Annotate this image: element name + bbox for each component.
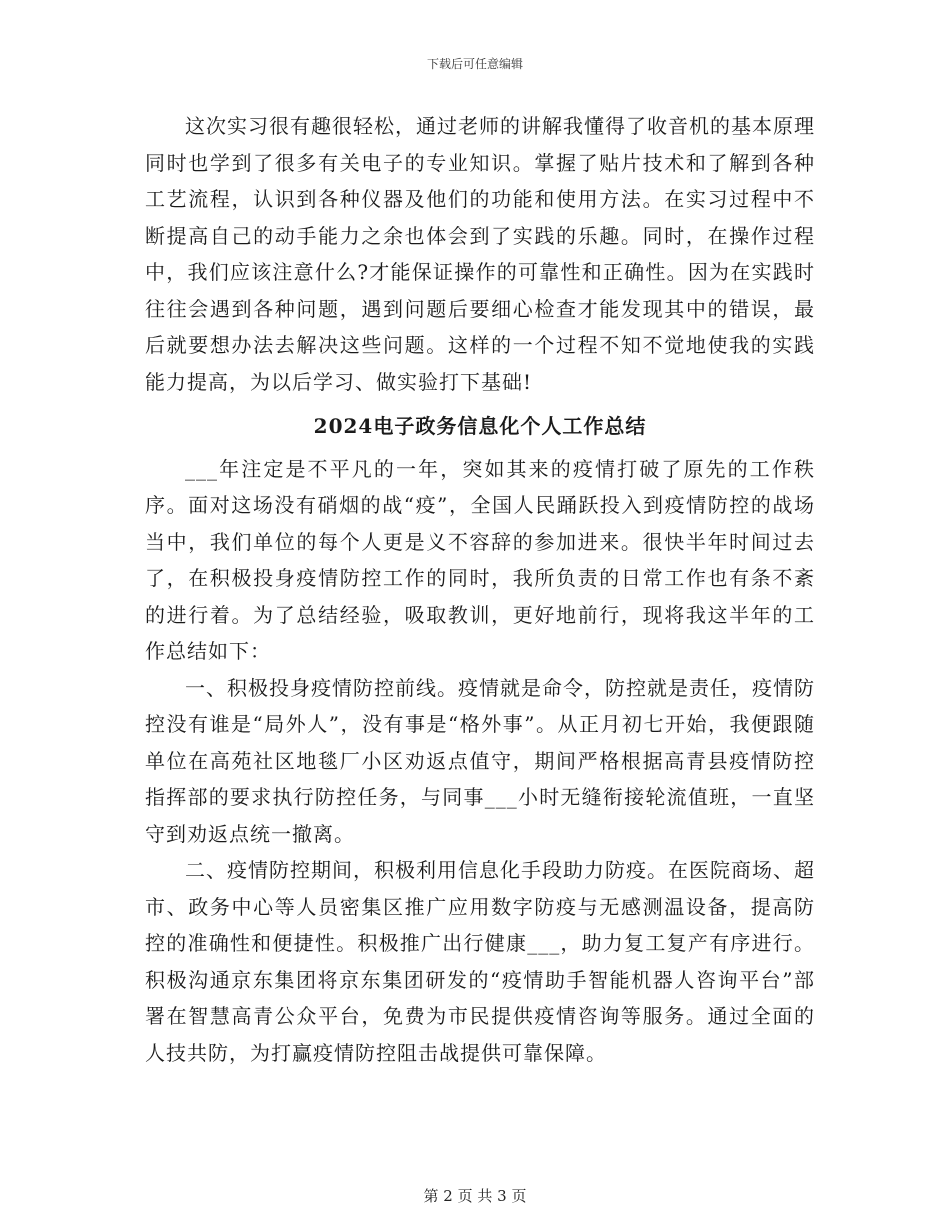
page-header: 下载后可任意编辑 (426, 57, 523, 71)
article-title: 2024电子政务信息化个人工作总结 (313, 414, 647, 438)
article-paragraph-2: 一、积极投身疫情防控前线。疫情就是命令，防控就是责任，疫情防控没有谁是“局外人”，没有事是“格外事”。从正月初七开始，我便跟随单位在高苑社区地毯厂小区劝返点值守，期间严格根据高青县疫情防控指挥部的要求执行防控任务，与同事___小时无缝衔接轮流值班，一直坚守到劝返点统一撤离。 (145, 675, 815, 846)
intro-paragraph: 这次实习很有趣很轻松，通过老师的讲解我懂得了收音机的基本原理同时也学到了很多有关电子的专业知识。掌握了贴片技术和了解到各种工艺流程，认识到各种仪器及他们的功能和使用方法。在实习过程中不断提高自己的动手能力之余也体会到了实践的乐趣。同时，在操作过程中，我们应该注意什么?才能保证操作的可靠性和正确性。因为在实践时往往会遇到各种问题，遇到问题后要细心检查才能发现其中的错误，最后就要想办法去解决这些问题。这样的一个过程不知不觉地使我的实践能力提高，为以后学习、做实验打下基础! (145, 114, 815, 394)
document-body (145, 108, 815, 1071)
article-paragraph-3: 二、疫情防控期间，积极利用信息化手段助力防疫。在医院商场、超市、政务中心等人员密集区推广应用数字防疫与无感测温设备，提高防控的准确性和便捷性。积极推广出行健康___，助力复工复产有序进行。积极沟通京东集团将京东集团研发的“疫情助手智能机器人咨询平台”部署在智慧高青公众平台，免费为市民提供疫情咨询等服务。通过全面的人技共防，为打赢疫情防控阻击战提供可靠保障。 (145, 858, 815, 1065)
article-paragraph-1: ___年注定是不平凡的一年，突如其来的疫情打破了原先的工作秩序。面对这场没有硝烟的战“疫”，全国人民踊跃投入到疫情防控的战场当中，我们单位的每个人更是义不容辞的参加进来。很快半年时间过去了，在积极投身疫情防控工作的同时，我所负责的日常工作也有条不紊的进行着。为了总结经验，吸取教训，更好地前行，现将我这半年的工作总结如下： (145, 456, 815, 663)
page-footer: 第 2 页 共 3 页 (423, 1187, 527, 1205)
